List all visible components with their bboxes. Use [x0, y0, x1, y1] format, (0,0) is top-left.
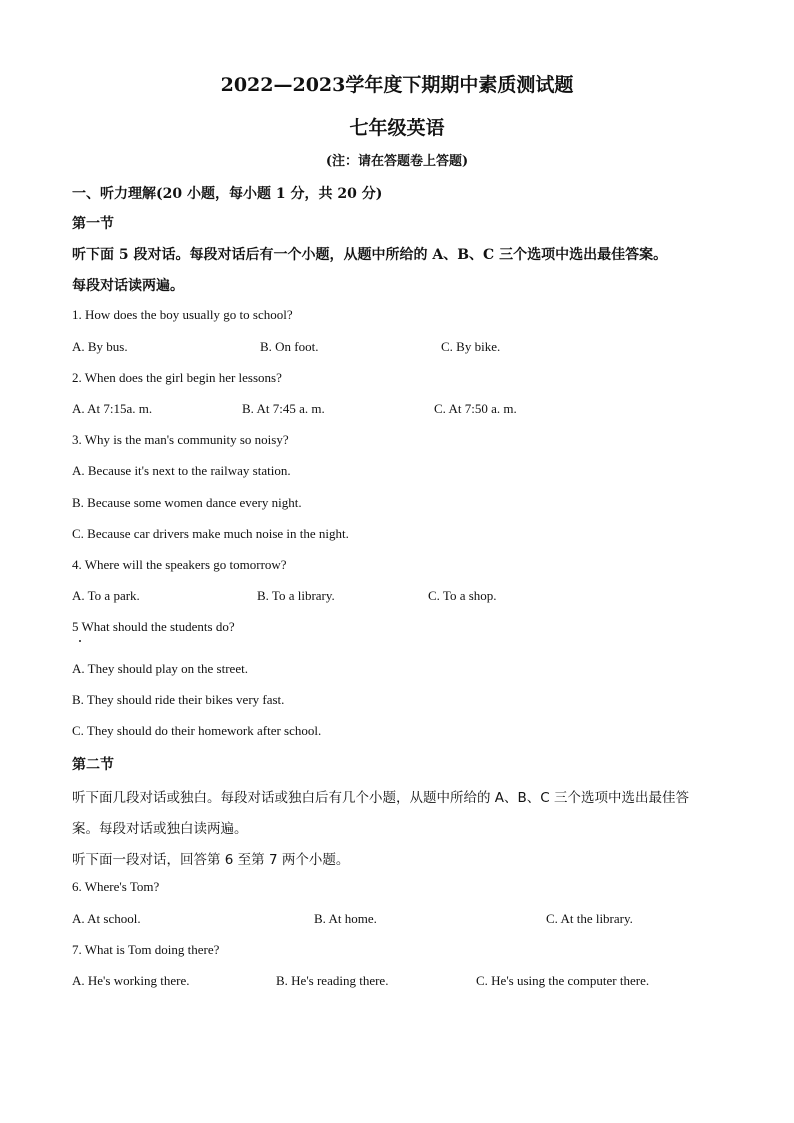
question-4-option-a: A. To a park.	[72, 588, 140, 603]
question-1-option-c: C. By bike.	[441, 339, 501, 354]
part2-instructions-line1: 听下面几段对话或独白。每段对话或独白后有几个小题，从题中所给的 A、B、C 三个选项中选出最佳答	[72, 790, 690, 806]
question-6-option-c: C. At the library.	[546, 911, 633, 926]
question-5: 5 What should the students do?	[72, 619, 235, 634]
question-2: 2. When does the girl begin her lessons?	[72, 370, 282, 385]
section-heading: 一、听力理解(20 小题，每小题 1 分，共 20 分)	[72, 186, 383, 202]
part2-label: 第二节	[72, 757, 114, 773]
question-2-option-b: B. At 7:45 a. m.	[242, 401, 325, 416]
question-2-option-c: C. At 7:50 a. m.	[434, 401, 517, 416]
question-5-option-b: B. They should ride their bikes very fast.	[72, 692, 285, 707]
question-4-option-b: B. To a library.	[257, 588, 335, 603]
question-1-option-a: A. By bus.	[72, 339, 128, 354]
question-7-option-c: C. He's using the computer there.	[476, 973, 650, 988]
question-7: 7. What is Tom doing there?	[72, 942, 220, 957]
question-3-option-c: C. Because car drivers make much noise in the night.	[72, 526, 349, 541]
stray-mark	[79, 640, 81, 642]
question-6: 6. Where's Tom?	[72, 879, 160, 894]
question-1-option-b: B. On foot.	[260, 339, 319, 354]
question-3: 3. Why is the man's community so noisy?	[72, 432, 289, 447]
question-4-option-c: C. To a shop.	[428, 588, 497, 603]
question-7-option-b: B. He's reading there.	[276, 973, 389, 988]
part2-instructions-line2: 案。每段对话或独白读两遍。	[72, 821, 248, 837]
question-3-option-a: A. Because it's next to the railway station.	[72, 463, 291, 478]
question-4: 4. Where will the speakers go tomorrow?	[72, 557, 287, 572]
part1-instructions-line2: 每段对话读两遍。	[72, 278, 184, 294]
part1-instructions-line1: 听下面 5 段对话。每段对话后有一个小题，从题中所给的 A、B、C 三个选项中选出最佳答案。	[72, 247, 668, 263]
exam-title: 2022—2023学年度下期期中素质测试题	[220, 74, 574, 96]
question-7-option-a: A. He's working there.	[72, 973, 190, 988]
question-5-option-c: C. They should do their homework after school.	[72, 723, 322, 738]
exam-subtitle: 七年级英语	[349, 117, 445, 139]
question-6-option-a: A. At school.	[72, 911, 141, 926]
part2-sub-instruction: 听下面一段对话，回答第 6 至第 7 两个小题。	[72, 852, 350, 868]
question-2-option-a: A. At 7:15a. m.	[72, 401, 153, 416]
question-3-option-b: B. Because some women dance every night.	[72, 495, 302, 510]
exam-note: (注：请在答题卷上答题)	[325, 154, 469, 169]
question-6-option-b: B. At home.	[314, 911, 377, 926]
part1-label: 第一节	[72, 216, 114, 232]
question-1: 1. How does the boy usually go to school?	[72, 307, 293, 322]
question-5-option-a: A. They should play on the street.	[72, 661, 248, 676]
